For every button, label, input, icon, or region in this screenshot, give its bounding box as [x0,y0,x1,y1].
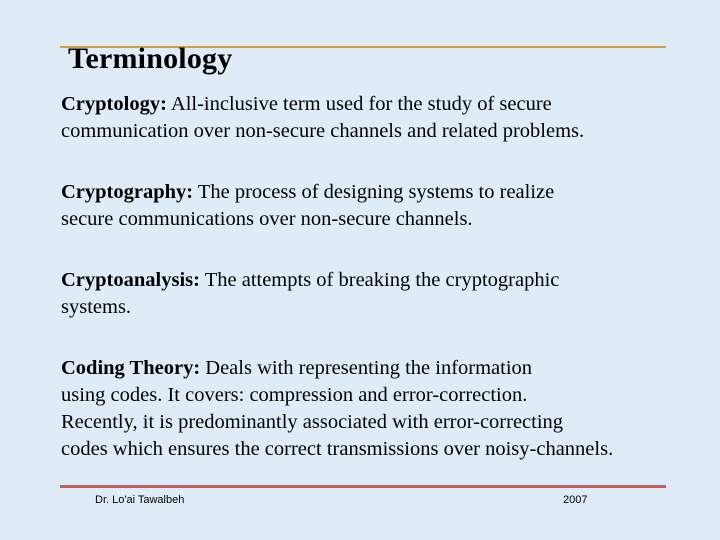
term-label: Cryptoanalysis: [61,269,200,291]
term-cryptography [61,179,713,233]
term-definition-line: The process of designing systems to realize [193,181,555,203]
term-label: Coding Theory: [61,357,201,379]
term-definition-line: systems. [61,296,132,318]
term-label: Cryptography: [61,181,194,203]
term-definition-line: Recently, it is predominantly associated with error-correcting [61,411,564,433]
term-label: Cryptology: [61,93,167,115]
term-definition-line: All-inclusive term used for the study of secure [166,93,552,115]
term-cryptoanalysis [61,267,713,321]
term-definition-line: codes which ensures the correct transmissions over noisy-channels. [61,438,614,460]
term-definition-line: using codes. It covers: compression and error-correction. [61,384,528,406]
term-list [61,91,713,463]
term-cryptology [61,91,713,145]
term-definition-line: communication over non-secure channels and related problems. [61,120,585,142]
term-coding-theory [61,355,713,463]
term-definition-line: secure communications over non-secure channels. [61,208,473,230]
footer-author: Dr. Lo'ai Tawalbeh [95,494,185,506]
term-definition-line: The attempts of breaking the cryptographic [199,269,560,291]
slide-title: Terminology [68,42,233,75]
term-definition-line: Deals with representing the information [200,357,533,379]
footer-rule [60,485,666,488]
footer-year: 2007 [563,494,588,506]
